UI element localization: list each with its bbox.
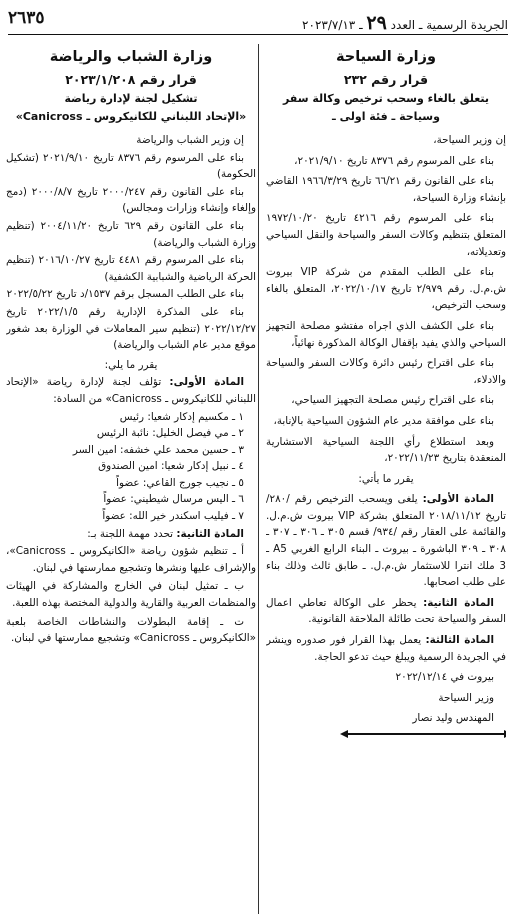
article-text: تحدد مهمة اللجنة بـ: [87, 527, 174, 540]
task-item: أ ـ تنظيم شؤون رياضة «الكانيكروس ـ Canicross»، والإشراف عليها ونشرها وتشجيع ممارستها في لبنان. [6, 545, 256, 574]
article-title: المادة الثانية: [423, 596, 494, 609]
article-text: تؤلف لجنة لإدارة رياضة «الإتحاد اللبناني للكانيكروس ـ Canicross» من السادة: [6, 376, 256, 405]
member-item: ٦ ـ اليس مرسال شيطيني: عضواً [103, 493, 244, 506]
article [6, 526, 256, 543]
issue-date: ـ ٢٠٢٣/٧/١٣ [302, 18, 363, 32]
recital: بناء على المرسوم رقم ٤٢١٦ تاريخ ١٩٧٢/١٠/٢٠ المتعلق بتنظيم وكالات السفر والسياحة والنقل السياحي وتعديلاته، [266, 212, 506, 258]
signatory-name: المهندس وليد نصار [412, 712, 494, 725]
recital: بناء على الكشف الذي اجراه مفتشو مصلحة التجهيز السياحي والذي يفيد بإقفال الوكالة المذكورة نهائياً، [266, 319, 506, 349]
member-item: ٥ ـ نجيب جورج القاعي: عضواً [116, 476, 244, 489]
recital: بناء على الطلب المسجل برقم ١٥٣٧/د تاريخ ٢٠٢٢/٥/٢٢ [6, 288, 244, 301]
article-text: يلغى ويسحب الترخيص رقم /٢٨٠/ تاريخ ٢٠١٨/١١/١٢ المتعلق بشركة VIP بيروت ش.م.ل. والقائمة على العقار رقم /٩٣٤/ قسم ٣٠٥ ـ ٣٠٦ ـ ٣٠٧ ـ ٣٠٨ ـ ٣٠٩ الباشورة ـ بيروت ـ البناء الرابع الغربي A5 ـ 3 ملك انترا للاستثمار ش.م.ل. ـ طابق ثالث وذلك بناء على طلب اصحابها. [266, 493, 506, 589]
place-date: بيروت في ٢٠٢٢/١٢/١٤ [395, 671, 494, 684]
tourism-decree-column [266, 46, 506, 916]
article [266, 595, 506, 628]
article-text: يحظر على الوكالة تعاطي اعمال السفر والسياحة تحت طائلة الملاحقة القانونية. [266, 596, 506, 626]
member-item: ٢ ـ مي فيصل الخليل: نائبة الرئيس [96, 427, 244, 440]
recital: بناء على موافقة مدير عام الشؤون السياحية بالإنابة، [273, 414, 494, 427]
issue-number: ٢٩ [366, 12, 387, 34]
decree-subject-line-2: «الإتحاد اللبناني للكانيكروس ـ Canicross» [15, 110, 247, 123]
recital: بناء على القانون رقم ٦٦/٢١ تاريخ ١٩٦٦/٣/٢٩ القاضي بإنشاء وزارة السياحة، [266, 175, 506, 204]
page-header [8, 6, 508, 35]
end-rule [346, 733, 506, 735]
member-item: ٧ ـ فيليب اسكندر خير الله: عضواً [102, 510, 244, 523]
article-title: المادة الثالثة: [425, 634, 495, 647]
article-title: المادة الثانية: [176, 527, 244, 540]
page-number: ٢٦٣٥ [8, 8, 45, 28]
article-title: المادة الأولى: [422, 493, 494, 506]
member-item: ٤ ـ نبيل إدكار شعيا: امين الصندوق [98, 460, 244, 473]
recital: وبعد استطلاع رأي اللجنة السياحية الاستشارية المنعقدة بتاريخ ٢٠٢٢/١١/٢٣، [266, 435, 506, 465]
preamble: إن وزير الشباب والرياضة [136, 134, 244, 146]
decree-subject-line-2: وسياحة ـ فئة اولى ـ [332, 110, 440, 123]
decree-subject-line-1: يتعلق بالغاء وسحب ترخيص وكالة سفر [282, 92, 490, 105]
ministry-title: وزارة الشباب والرياضة [49, 49, 213, 65]
article-title: المادة الأولى: [169, 376, 245, 389]
gazette-issue-line [302, 12, 508, 34]
recital: بناء على المرسوم رقم ٨٣٧٦ تاريخ ٢٠٢١/٩/١٠ (تشكيل الحكومة) [6, 151, 256, 181]
ministry-title: وزارة السياحة [335, 49, 437, 65]
decides-heading: يقرر ما يلي: [104, 358, 158, 371]
member-item: ١ ـ مكسيم إدكار شعيا: رئيس [119, 410, 244, 423]
gazette-name: الجريدة الرسمية ـ العدد [390, 18, 508, 32]
task-item: ت ـ إقامة البطولات والنشاطات الخاصة بلعبة «الكانيكروس ـ Canicross» وتشجيع ممارستها في لبنان. [6, 615, 256, 645]
article [266, 632, 506, 665]
recital: بناء على الطلب المقدم من شركة VIP بيروت ش.م.ل. رقم ٢/٩٧٩ تاريخ ٢٠٢٢/١٠/١٧، المتعلق بالغاء وسحب الترخيص، [266, 266, 506, 312]
article-text: يعمل بهذا القرار فور صدوره وينشر في الجريدة الرسمية ويبلغ حيث تدعو الحاجة. [266, 634, 506, 663]
decree-subject-line-1: تشكيل لجنة لإدارة رياضة [64, 92, 198, 105]
decree-number: قرار رقم ٢٣٢ [343, 72, 429, 87]
column-divider [258, 44, 259, 914]
article [6, 374, 256, 407]
article [266, 491, 506, 591]
task-item: ب ـ تمثيل لبنان في الخارج والمشاركة في الهيئات والمنظمات العربية والقارية والدولية المختصة بهذه اللعبة. [6, 580, 256, 610]
member-item: ٣ ـ حسين محمد علي خشفه: امين السر [72, 443, 244, 456]
decides-heading: يقرر ما يأتي: [358, 472, 414, 485]
recital: بناء على المرسوم رقم ٨٣٧٦ تاريخ ٢٠٢١/٩/١٠، [294, 154, 494, 167]
recital: بناء على المذكرة الإدارية رقم ٢٠٢٢/١/٥ تاريخ ٢٠٢٢/١٢/٢٧ (تنظيم سير المعاملات في الوزارة بعد شغور موقع مدير عام الشباب والرياضة) [6, 305, 256, 352]
youth-sports-decree-column [6, 46, 256, 916]
recital: بناء على المرسوم رقم ٤٤٨١ تاريخ ٢٠١٦/١٠/٢٧ (تنظيم الحركة الرياضية والشبابية الكشفية) [6, 254, 256, 283]
recital: بناء على القانون رقم ٦٢٩ تاريخ ٢٠٠٤/١١/٢٠ (تنظيم وزارة الشباب والرياضة) [6, 219, 256, 249]
recital: بناء على اقتراح رئيس مصلحة التجهيز السياحي، [291, 394, 494, 407]
recital: بناء على اقتراح رئيس دائرة وكالات السفر والسياحة والادلاء، [266, 357, 506, 386]
recital: بناء على القانون رقم ٢٠٠٠/٢٤٧ تاريخ ٢٠٠٠/٨/٧ (دمج وإلغاء وإنشاء وزارات ومجالس) [6, 185, 256, 215]
signatory-title: وزير السياحة [438, 691, 494, 704]
preamble: إن وزير السياحة، [433, 134, 506, 146]
decree-number: قرار رقم ٢٠٢٣/١/٢٠٨ [65, 72, 197, 87]
